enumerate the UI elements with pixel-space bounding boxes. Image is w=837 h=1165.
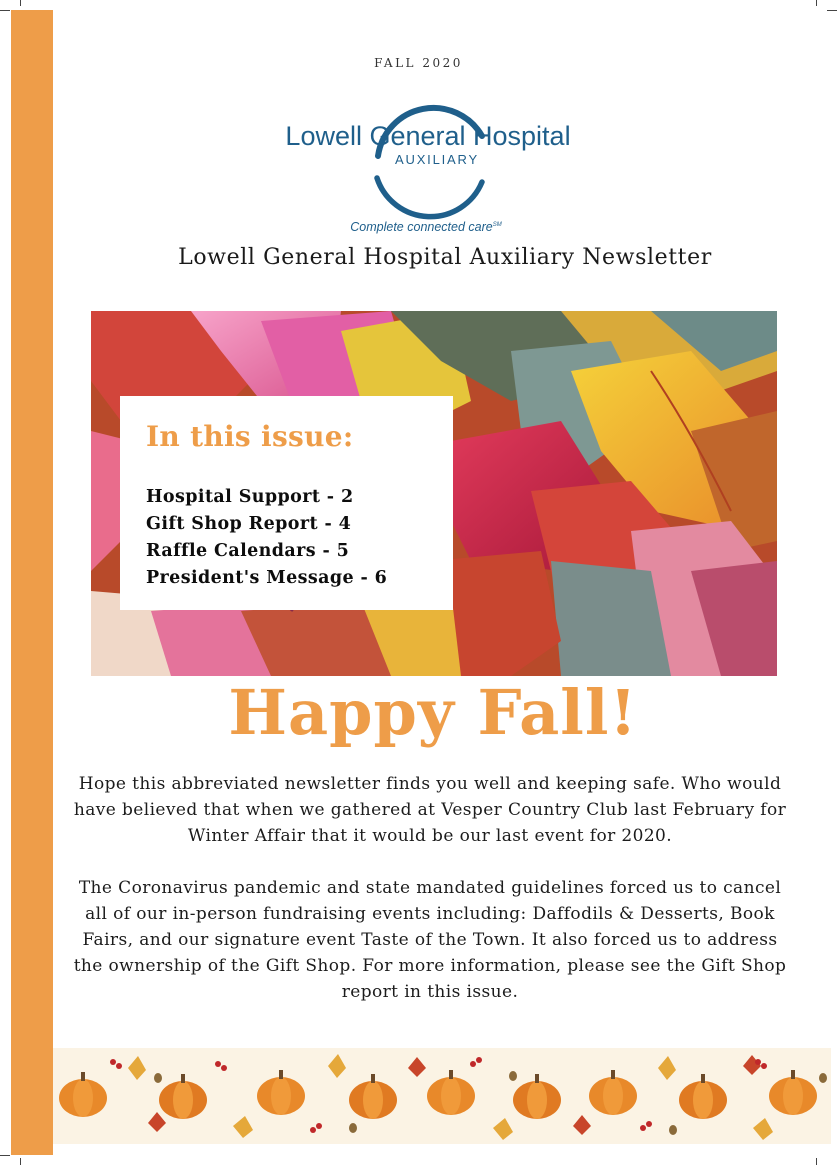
- orange-side-bar: [11, 10, 53, 1155]
- in-this-issue-box: [120, 396, 453, 610]
- issue-list: [146, 484, 387, 592]
- crop-mark: [827, 10, 837, 11]
- headline: Happy Fall!: [228, 676, 638, 749]
- body-paragraph: Hope this abbreviated newsletter finds you well and keeping safe. Who would have believed that when we gathered at Vesper Country Club last February for Winter Affair that it would be our last event for 2020.: [73, 774, 787, 846]
- logo-tagline: Complete connected care℠: [350, 220, 502, 234]
- hospital-logo: [260, 86, 600, 238]
- crop-mark: [20, 1158, 21, 1165]
- body-paragraph: The Coronavirus pandemic and state mandated guidelines forced us to cancel all of our in-person fundraising events including: Daffodils & Desserts, Book Fairs, and our signature event Taste of the Town. It also forced us to address the ownership of the Gift Shop. For more information, please see the Gift Shop report in this issue.: [73, 878, 787, 1002]
- logo-name: Lowell General Hospital: [285, 121, 571, 151]
- issue-item: Gift Shop Report - 4: [146, 514, 352, 534]
- crop-mark: [0, 1155, 10, 1156]
- pumpkin-border-illustration: [53, 1048, 831, 1144]
- crop-mark: [816, 0, 817, 6]
- issue-item: President's Message - 6: [146, 568, 388, 588]
- crop-mark: [816, 1158, 817, 1165]
- crop-mark: [0, 10, 10, 11]
- logo-arc-bottom-icon: [377, 178, 482, 217]
- issue-item: Hospital Support - 2: [146, 487, 354, 507]
- crop-mark: [20, 0, 21, 6]
- issue-heading: In this issue:: [146, 420, 354, 453]
- issue-item: Raffle Calendars - 5: [146, 541, 350, 561]
- newsletter-title: Lowell General Hospital Auxiliary Newsletter: [178, 245, 712, 270]
- logo-auxiliary: AUXILIARY: [395, 152, 479, 167]
- issue-season: FALL 2020: [374, 56, 463, 70]
